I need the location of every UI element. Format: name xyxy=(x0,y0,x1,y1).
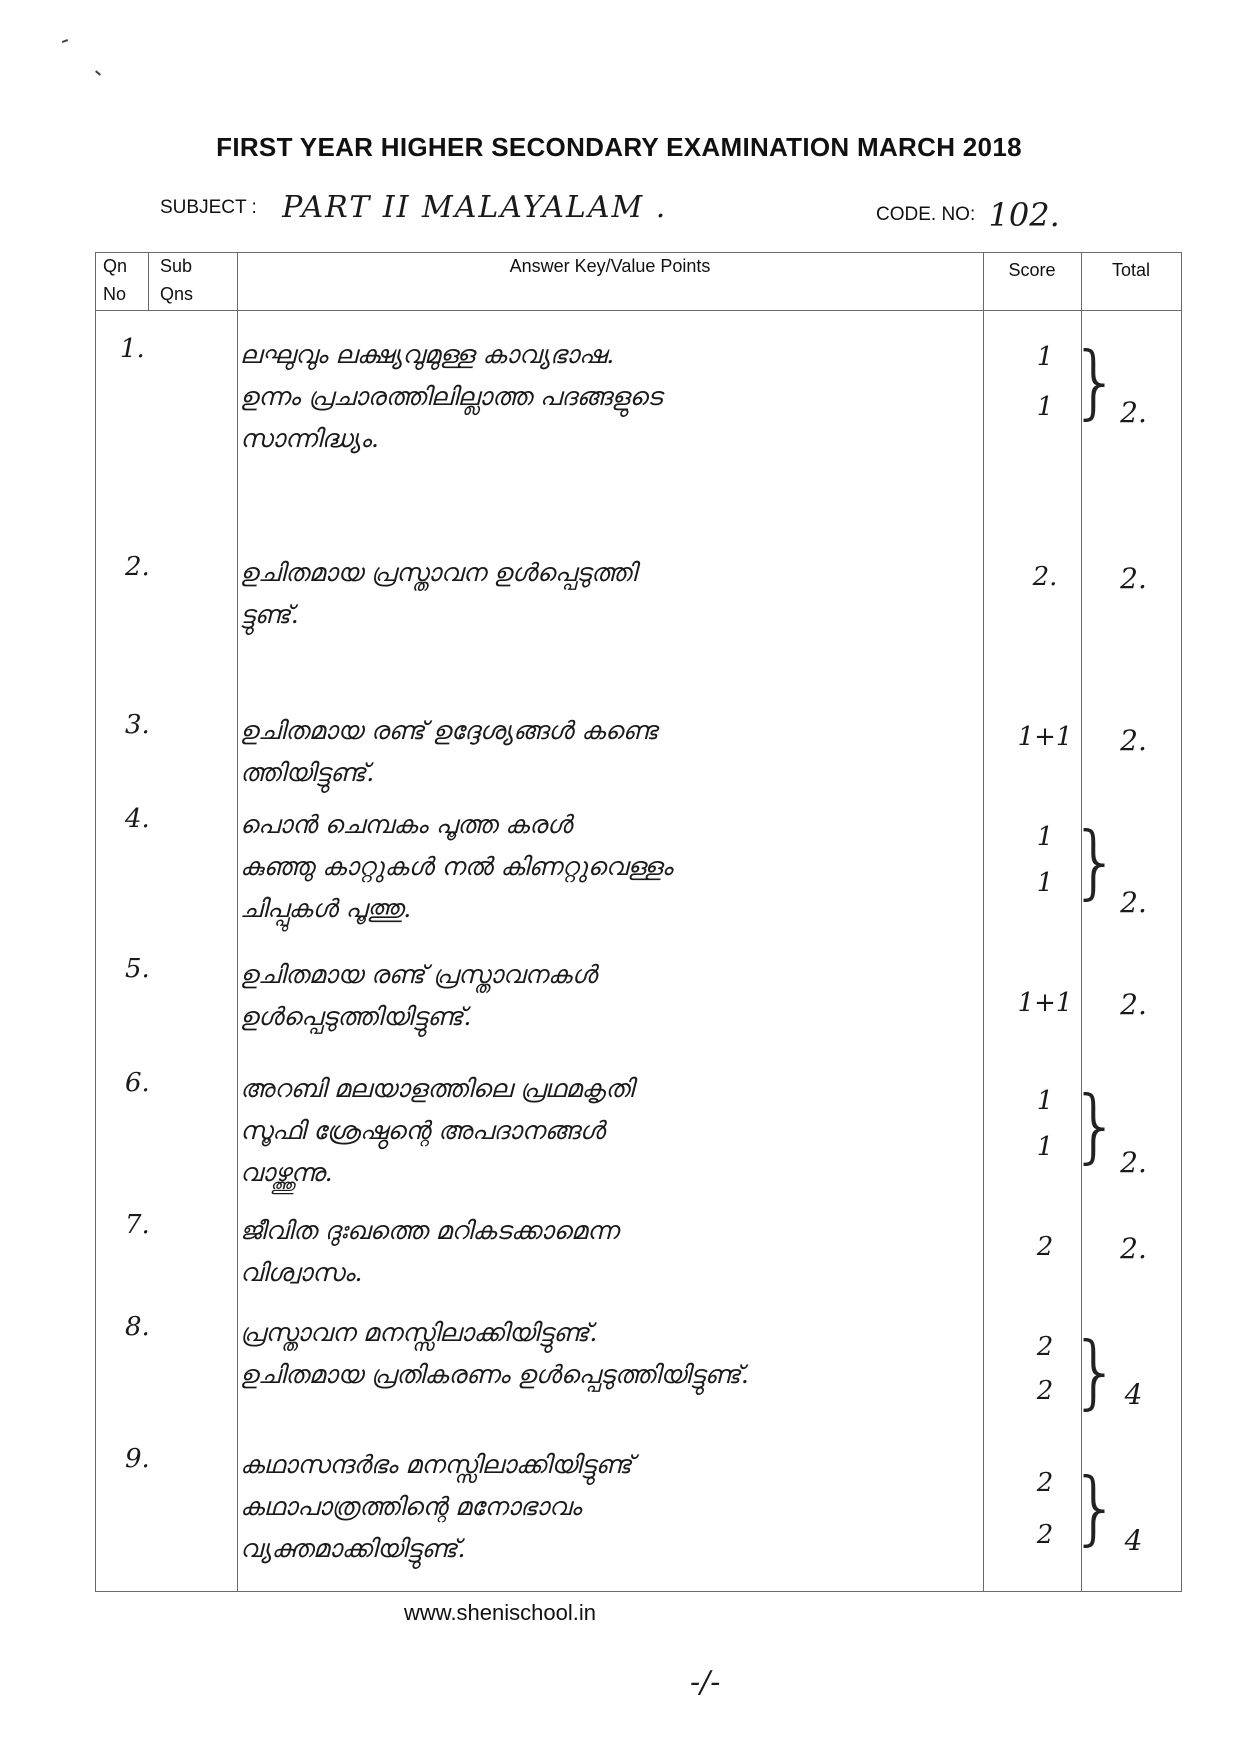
answer-text: കഥാസന്ദർഭം മനസ്സിലാക്കിയിട്ടുണ്ട് കഥാപാത്രത്തിന്റെ മനോഭാവം വ്യക്തമാക്കിയിട്ടുണ്ട്. xyxy=(240,1450,632,1563)
header-score: Score xyxy=(1008,260,1056,280)
total-value: 2. xyxy=(1120,988,1147,1021)
code-value: 102. xyxy=(988,196,1060,234)
page-mark: -/- xyxy=(690,1665,721,1700)
answer-text: അറബി മലയാളത്തിലെ പ്രഥമകൃതി സൂഫി ശ്രേഷ്ഠന്റെ അപദാനങ്ങൾ വാഴ്ത്തുന്നു. xyxy=(240,1074,634,1187)
exam-title: FIRST YEAR HIGHER SECONDARY EXAMINATION MARCH 2018 xyxy=(216,132,1022,162)
brace-mark: } xyxy=(1070,335,1121,428)
score-value: 2 xyxy=(1036,1376,1054,1406)
subject-line xyxy=(160,190,667,225)
total-value: 4 xyxy=(1124,1378,1143,1411)
question-number: 7. xyxy=(125,1210,150,1240)
question-number: 3. xyxy=(125,710,150,740)
total-value: 2. xyxy=(1120,396,1147,429)
table-border-bottom xyxy=(95,1591,1182,1592)
brace-mark: } xyxy=(1070,1079,1121,1172)
website-url: www.shenischool.in xyxy=(404,1600,596,1625)
code-label: CODE. NO: xyxy=(876,204,976,226)
score-value: 1 xyxy=(1036,1132,1054,1162)
score-value: 2 xyxy=(1036,1332,1054,1362)
total-value: 2. xyxy=(1120,886,1147,919)
question-number: 2. xyxy=(125,552,150,582)
score-value: 1 xyxy=(1036,392,1054,422)
answer-text: ഉചിതമായ പ്രസ്താവന ഉൾപ്പെടുത്തി ട്ടുണ്ട്. xyxy=(240,558,637,629)
header-divider xyxy=(95,310,1182,311)
scan-speck xyxy=(95,70,101,75)
question-number: 1. xyxy=(120,334,145,364)
total-value: 2. xyxy=(1120,724,1147,757)
score-value: 2 xyxy=(1036,1520,1054,1550)
answer-key-table xyxy=(95,252,1182,1592)
brace-mark: } xyxy=(1070,1325,1121,1418)
total-value: 2. xyxy=(1120,562,1147,595)
col-divider-qn xyxy=(148,252,149,310)
question-number: 6. xyxy=(125,1068,150,1098)
subject-label: SUBJECT : xyxy=(160,196,257,218)
question-number: 8. xyxy=(125,1312,150,1342)
code-line xyxy=(876,196,1060,234)
question-number: 9. xyxy=(125,1444,150,1474)
header-answer-key: Answer Key/Value Points xyxy=(509,256,711,276)
score-value: 1 xyxy=(1036,822,1054,852)
answer-text: ജീവിത ദുഃഖത്തെ മറികടക്കാമെന്ന വിശ്വാസം. xyxy=(240,1216,619,1287)
header-qn-no: Qn No xyxy=(103,256,128,304)
question-number: 5. xyxy=(125,954,150,984)
score-value: 2 xyxy=(1036,1468,1054,1498)
brace-mark: } xyxy=(1070,1461,1121,1554)
total-value: 2. xyxy=(1120,1232,1147,1265)
question-number: 4. xyxy=(125,804,150,834)
scan-speck xyxy=(62,39,68,43)
score-value: 1 xyxy=(1036,342,1054,372)
answer-text: ഉചിതമായ രണ്ട് പ്രസ്താവനകൾ ഉൾപ്പെടുത്തിയിട്ടുണ്ട്. xyxy=(240,960,597,1031)
score-value: 1+1 xyxy=(1017,722,1073,752)
answer-text: പ്രസ്താവന മനസ്സിലാക്കിയിട്ടുണ്ട്. ഉചിതമായ പ്രതികരണം ഉൾപ്പെടുത്തിയിട്ടുണ്ട്. xyxy=(240,1318,749,1389)
col-divider-sub xyxy=(237,252,238,1592)
score-value: 1 xyxy=(1036,868,1054,898)
brace-mark: } xyxy=(1070,815,1121,908)
answer-text: പൊൻ ചെമ്പകം പൂത്ത കരൾ കുഞ്ഞു കാറ്റുകൾ നൽ കിണറ്റുവെള്ളം ചിപ്പുകൾ പൂത്തു. xyxy=(240,810,673,923)
answer-text: ഉചിതമായ രണ്ട് ഉദ്ദേശ്യങ്ങൾ കണ്ടെ ത്തിയിട്ടുണ്ട്. xyxy=(240,716,657,787)
score-value: 1+1 xyxy=(1017,988,1073,1018)
header-sub-qns: Sub Qns xyxy=(160,256,194,304)
table-border-left xyxy=(95,252,96,1592)
score-value: 1 xyxy=(1036,1086,1054,1116)
score-value: 2 xyxy=(1036,1232,1054,1262)
header-total: Total xyxy=(1111,260,1151,280)
subject-value: PART II MALAYALAM . xyxy=(282,190,668,225)
total-value: 4 xyxy=(1124,1524,1143,1557)
answer-text: ലഘുവും ലക്ഷ്യവുമുള്ള കാവ്യഭാഷ. ഉന്നം പ്രചാരത്തിലില്ലാത്ത പദങ്ങളുടെ സാന്നിദ്ധ്യം. xyxy=(240,340,662,453)
score-value: 2. xyxy=(1032,562,1058,592)
total-value: 2. xyxy=(1120,1146,1147,1179)
